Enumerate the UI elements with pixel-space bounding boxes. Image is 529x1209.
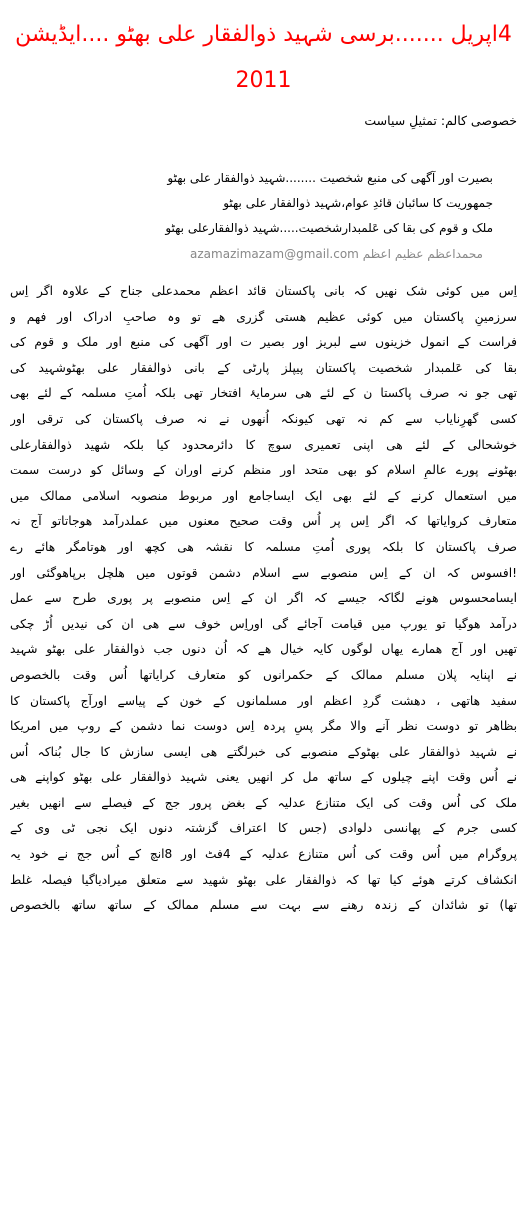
author-email-link[interactable]: azamazimazam@gmail.com: [190, 247, 359, 261]
body-line: اِس میں کوئی شک نھیں کہ بانی پاکستان قائد اعظم محمدعلی جناح کے علاوہ اگر اِس: [10, 284, 517, 298]
verse-line-2: جمھوریت کا سائبان قائدِ عوام،شہید ذوالفقار علی بھٹو: [223, 196, 493, 210]
title-line-2: 2011: [235, 68, 292, 93]
article-body: [10, 279, 517, 919]
verse-line-3: ملک و قوم کی بقا کی عَلمبدارشخصیت.....شہید ذوالفقارعلی بھٹو: [165, 221, 493, 235]
body-line: خوشحالی کے لئے ھی اپنی تعمیری سوچ کا دائرمحدود کیا بلکہ شھید ذوالفقارعلی: [10, 437, 517, 452]
body-line: کسی جرم کے پھانسی دلوادی (جس کا اعتراف گزشتہ دنوں ایک نجی ٹی وی کے: [10, 821, 517, 836]
body-line: تھی جو نہ صرف پاکستا ن کے لئے ھی سرمایۂ افتخار تھی بلکہ اُمتِ مسلمہ کے لئے بھی: [10, 386, 517, 401]
author-byline: [10, 245, 483, 263]
body-line: پروگرام میں اُس وقت کی اُس متنازع عدلیہ کے 4فٹ اور 8انچ کے اُس جج نے خود یہ: [10, 847, 517, 862]
body-line: درآمد ھوگیا تو یورپ میں قیامت آجائے گی اوراِس خوف سے ھی ان کی نیدیں اُڑ چکی: [10, 616, 517, 631]
body-line: کسی گھرِنایاب سے کم نہ تھی کیونکہ اُنھوں نے نہ صرف پاکستان کی ترقی اور: [10, 411, 517, 426]
body-line: میں استعمال کرنے کے لئے بھی ایک ایساجامع اور مربوط منصوبہ اسلامی ممالک میں: [10, 488, 517, 503]
title-line-1: 4اپریل .......برسی شہید ذوالفقار علی بھٹو ....ایڈیشن: [15, 22, 512, 47]
body-line: نے شہید ذوالفقار علی بھٹوکے منصوبے کی خبرلگتے ھی ایسی سازش کا جال بُناکہ اُس: [10, 744, 517, 759]
body-line: متعارف کروایاتھا کہ اگر اِس پر اُس وقت صحیح معنوں میں عملدرآمد ھوجاتاتو آج نہ: [10, 514, 517, 529]
body-line: بقا کی عَلمبدار شخصیت پاکستان پیپلز پارٹی کے بانی ذوالفقار علی بھٹوشہید کی: [10, 360, 517, 375]
body-line: انکشاف کرتے ھوئے کیا تھا کہ ذوالفقار علی بھٹو شھید سے متعلق میرادیاگیا فیصلہ غلط: [10, 872, 517, 887]
page-title: [10, 0, 517, 102]
verse-line-1: بصیرت اور آگھی کی منبع شخصیت ........شہید ذوالفقار علی بھٹو: [167, 171, 493, 185]
body-line: نے اپنایہ پلان مسلم ممالک کے حکمرانوں کو متعارف کرایاتھا اُس وقت بالخصوص: [10, 667, 517, 682]
body-line: سفید ھاتھی ، دھشت گردِ اعظم اور مسلمانوں کے خون کے پیاسے اورآج پاکستان کا: [10, 693, 517, 708]
body-line: صرف پاکستان کا بلکہ پوری اُمتِ مسلمہ کا نقشہ ھی کچھ اور ھوتامگر ھائے رے: [10, 539, 517, 554]
body-line: تھیں اور آج ھمارے یھاں لوگوں کایہ خیال ھے کہ اُن دنوں جب ذوالفقار علی بھٹو شہید: [10, 642, 517, 657]
body-line: نے اُس وقت اپنے چیلوں کے ساتھ مل کر انھیں یعنی شہید ذوالفقار علی بھٹو کواپنے ھی: [10, 770, 517, 785]
body-line: ایسامحسوس ھونے لگاکہ جیسے کہ اگر ان کے اِس منصوبے پر پوری طرح سے عمل: [10, 591, 517, 606]
body-line: فراست کے انمول خزینوں سے لبریز اور بصیر ت اور آگھی کی منبع اور ملک و قوم کی: [10, 335, 517, 350]
body-line: سرزمینِ پاکستان میں کوئی عظیم ھستی گزری ھے تو وہ صاحبِ ادراک اور فھم و: [10, 309, 517, 324]
author-name: محمداعظم عظیم اعظم: [362, 247, 483, 261]
body-line: تھا) تو شائدان کے زندہ رھنے سے بہت سے مسلم ممالک کے ساتھ ساتھ بالخصوص: [10, 898, 517, 913]
body-line: بھٹونے پورے عالمِ اسلام کو بھی متحد اور منظم کرنے اوران کے وسائل کو درست سمت: [10, 463, 517, 478]
body-line: ملک کی اُس وقت کی ایک متنازع عدلیہ کے بغض پرور جج کے فیصلے سے انھیں بغیر: [10, 795, 517, 810]
column-name: خصوصی کالم: تمثیلِ سیاست: [364, 113, 517, 128]
verses-block: [10, 166, 493, 241]
body-line: بظاھر تو دوست نظر آنے والا مگر پسِ پردہ اِس دوست نما دشمن کے روپ میں امریکا: [10, 719, 517, 734]
body-line: !افسوس کہ ان کے اِس منصوبے سے اسلام دشمن قوتوں میں ھلچل برپاھوگئی اور: [10, 565, 517, 580]
